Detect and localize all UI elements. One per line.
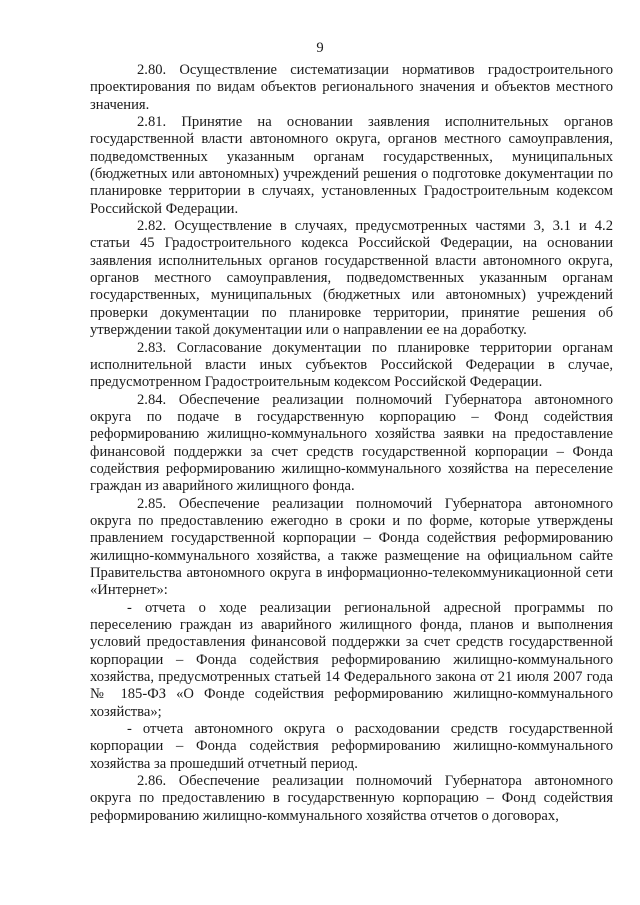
paragraph-2-85: 2.85. Обеспечение реализации полномочий Губернатора автономного округа по предоставлению ежегодно в сроки и по форме, которые утверждены правлением государственной корпорации – Фонда содействия реформированию жилищно-коммунального хозяйства, а также размещение на официальном сайте Правительства автономного округа в информационно-телекоммуникационной сети «Интернет»:: [90, 495, 613, 599]
paragraph-2-80: 2.80. Осуществление систематизации нормативов градостроительного проектирования по видам объектов регионального значения и объектов местного значения.: [90, 62, 613, 113]
list-item-report-expenses: - отчета автономного округа о расходовании средств государственной корпорации – Фонда содействия реформированию жилищно-коммунального хозяйства за прошедший отчетный период.: [90, 721, 613, 772]
paragraph-2-83: 2.83. Согласование документации по планировке территории органам исполнительной власти иных субъектов Российской Федерации в случае, предусмотренном Градостроительным кодексом Российской Федерации.: [90, 339, 613, 391]
paragraph-2-82: 2.82. Осуществление в случаях, предусмотренных частями 3, 3.1 и 4.2 статьи 45 Градостроительного кодекса Российской Федерации, на основании заявления исполнительных органов государственной власти автономного округа, органов местного самоуправления, подведомственных указанным органам государственных, муниципальных (бюджетных или автономных) учреждений проверки документации по планировке территории, принятие решения об утверждении такой документации или о направлении ее на доработку.: [90, 218, 613, 339]
list-item-report-progress: - отчета о ходе реализации региональной адресной программы по переселению граждан из аварийного жилищного фонда, планов и выполнения условий предоставления финансовой поддержки за счет средств государственной корпорации – Фонда содействия реформированию жилищно-коммунального хозяйства, предусмотренных статьей 14 Федерального закона от 21 июля 2007 года № 185-ФЗ «О Фонде содействия реформированию жилищно-коммунального хозяйства»;: [90, 599, 613, 720]
paragraph-2-86: 2.86. Обеспечение реализации полномочий Губернатора автономного округа по предоставлению в государственную корпорацию – Фонд содействия реформированию жилищно-коммунального хозяйства отчетов о договорах,: [90, 773, 613, 824]
page-number: 9: [316, 40, 324, 56]
paragraph-2-84: 2.84. Обеспечение реализации полномочий Губернатора автономного округа по подаче в государственную корпорацию – Фонд содействия реформированию жилищно-коммунального хозяйства заявки на предоставление финансовой поддержки за счет средств государственной корпорации – Фонда содействия реформированию жилищно-коммунального хозяйства на переселение граждан из аварийного жилищного фонда.: [90, 391, 613, 495]
paragraph-2-81: 2.81. Принятие на основании заявления исполнительных органов государственной власти автономного округа, органов местного самоуправления, подведомственных указанным органам государственных, муниципальных (бюджетных или автономных) учреждений решения о подготовке документации по планировке территории в случаях, установленных Градостроительным кодексом Российской Федерации.: [90, 114, 613, 217]
document-body: [90, 62, 613, 825]
